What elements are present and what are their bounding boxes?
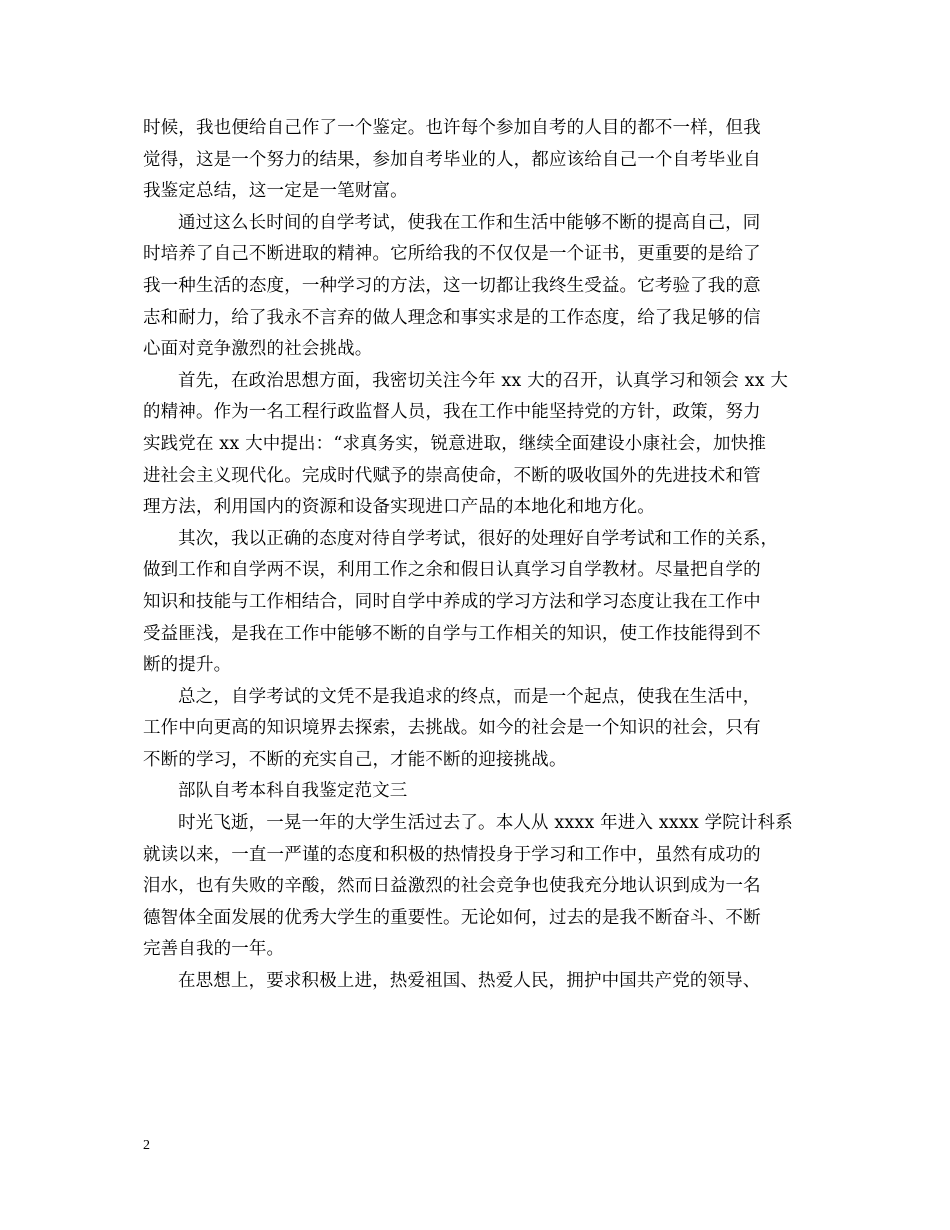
paragraph-start-line: 其次，我以正确的态度对待自学考试，很好的处理好自学考试和工作的关系， — [178, 528, 779, 549]
text-line: 德智体全面发展的优秀大学生的重要性。无论如何，过去的是我不断奋斗、不断 — [143, 907, 761, 928]
section-heading: 部队自考本科自我鉴定范文三 — [178, 781, 408, 802]
text-line: 做到工作和自学两不误，利用工作之余和假日认真学习自学教材。尽量把自学的 — [143, 560, 761, 581]
text-line: 我鉴定总结，这一定是一笔财富。 — [143, 181, 408, 202]
text-line: 知识和技能与工作相结合，同时自学中养成的学习方法和学习态度让我在工作中 — [143, 591, 761, 612]
text-line: 实践党在 xx 大中提出：“求真务实，锐意进取，继续全面建设小康社会，加快推 — [143, 433, 767, 454]
text-line: 工作中向更高的知识境界去探索，去挑战。如今的社会是一个知识的社会，只有 — [143, 718, 761, 739]
text-line: 进社会主义现代化。完成时代赋予的崇高使命，不断的吸收国外的先进技术和管 — [143, 465, 761, 486]
text-line: 断的提升。 — [143, 655, 232, 676]
paragraph-start-line: 在思想上，要求积极上进，热爱祖国、热爱人民，拥护中国共产党的领导、 — [178, 971, 761, 992]
text-line: 时候，我也便给自己作了一个鉴定。也许每个参加自考的人目的都不一样，但我 — [143, 118, 761, 138]
text-line: 理方法，利用国内的资源和设备实现进口产品的本地化和地方化。 — [143, 497, 655, 518]
paragraph-start-line: 通过这么长时间的自学考试，使我在工作和生活中能够不断的提高自己，同 — [178, 212, 761, 233]
text-line: 泪水，也有失败的辛酸，然而日益激烈的社会竞争也使我充分地认识到成为一名 — [143, 876, 761, 897]
text-line: 不断的学习，不断的充实自己，才能不断的迎接挑战。 — [143, 749, 567, 770]
document-body — [143, 113, 823, 998]
text-line: 时培养了自己不断进取的精神。它所给我的不仅仅是一个证书，更重要的是给了 — [143, 244, 761, 265]
text-line: 志和耐力，给了我永不言弃的做人理念和事实求是的工作态度，给了我足够的信 — [143, 307, 761, 328]
paragraph-start-line: 首先，在政治思想方面，我密切关注今年 xx 大的召开，认真学习和领会 xx 大 — [178, 370, 789, 391]
text-line: 受益匪浅，是我在工作中能够不断的自学与工作相关的知识，使工作技能得到不 — [143, 623, 761, 644]
text-line: 我一种生活的态度，一种学习的方法，这一切都让我终生受益。它考验了我的意 — [143, 275, 761, 296]
text-line: 完善自我的一年。 — [143, 939, 285, 960]
text-line: 觉得，这是一个努力的结果，参加自考毕业的人，都应该给自己一个自考毕业自 — [143, 149, 761, 170]
text-line: 的精神。作为一名工程行政监督人员，我在工作中能坚持党的方针，政策，努力 — [143, 402, 761, 423]
text-line: 就读以来，一直一严谨的态度和积极的热情投身于学习和工作中，虽然有成功的 — [143, 844, 761, 865]
paragraph-start-line: 总之，自学考试的文凭不是我追求的终点，而是一个起点，使我在生活中， — [178, 686, 761, 707]
paragraph-start-line: 时光飞逝，一晃一年的大学生活过去了。本人从 xxxx 年进入 xxxx 学院计科系 — [178, 813, 793, 834]
page-number: 2 — [143, 1138, 150, 1153]
text-line: 心面对竞争激烈的社会挑战。 — [143, 339, 373, 360]
